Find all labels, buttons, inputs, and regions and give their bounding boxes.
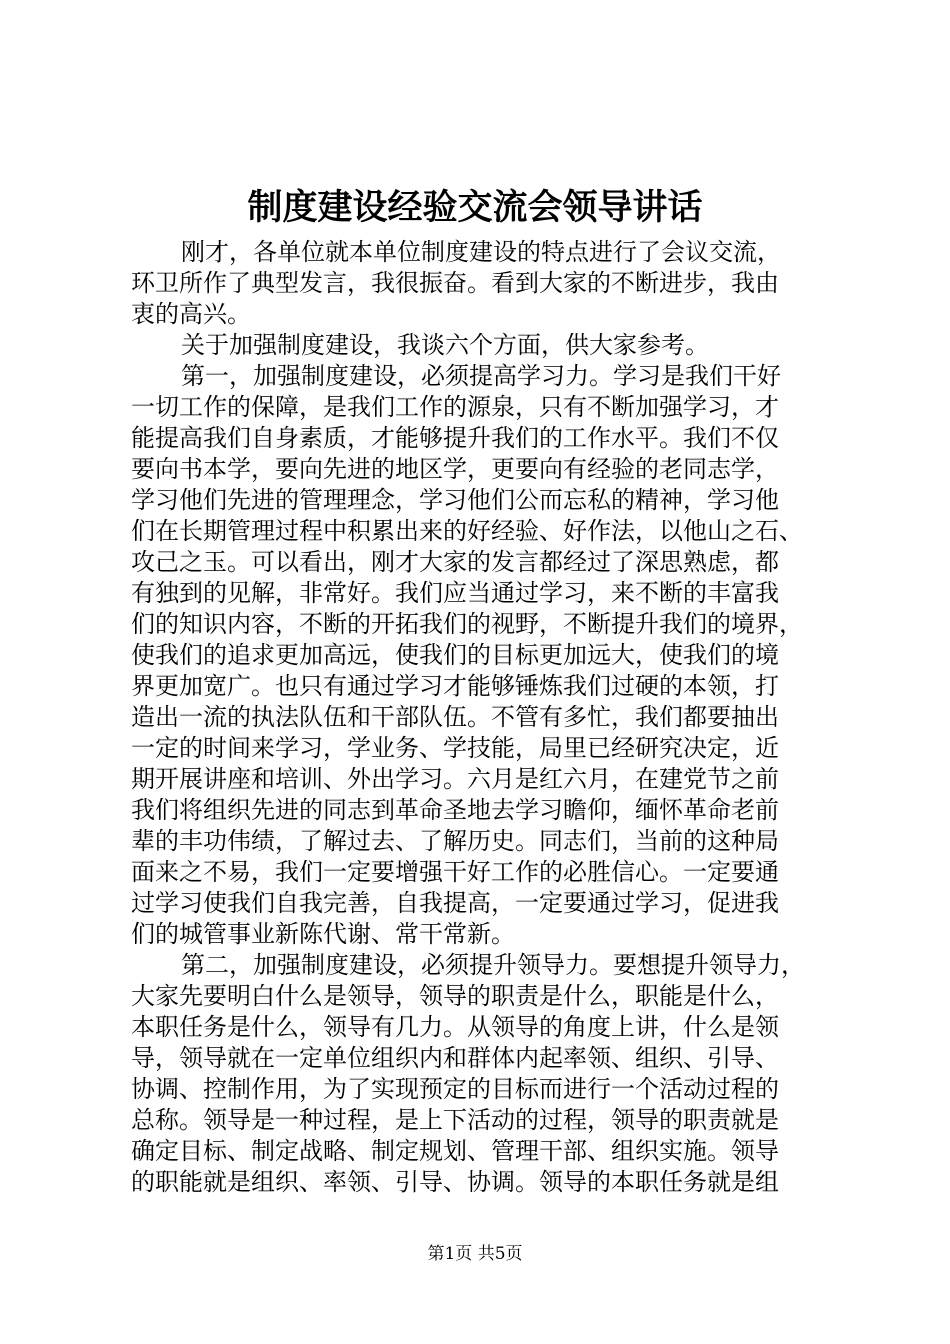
body-line: 第二，加强制度建设，必须提升领导力。要想提升领导力， — [181, 951, 805, 979]
body-line: 刚才，各单位就本单位制度建设的特点进行了会议交流， — [181, 238, 781, 266]
body-line: 辈的丰功伟绩，了解过去、了解历史。同志们，当前的这种局 — [131, 827, 779, 855]
body-line: 衷的高兴。 — [131, 300, 251, 328]
body-line: 确定目标、制定战略、制定规划、管理干部、组织实施。领导 — [131, 1137, 779, 1165]
body-line: 一定的时间来学习，学业务、学技能，局里已经研究决定，近 — [131, 734, 779, 762]
body-line: 们的知识内容，不断的开拓我们的视野，不断提升我们的境界， — [131, 610, 803, 638]
body-line: 面来之不易，我们一定要增强干好工作的必胜信心。一定要通 — [131, 858, 779, 886]
body-line: 本职任务是什么，领导有几力。从领导的角度上讲，什么是领 — [131, 1013, 779, 1041]
body-line: 们的城管事业新陈代谢、常干常新。 — [131, 920, 515, 948]
body-line: 造出一流的执法队伍和干部队伍。不管有多忙，我们都要抽出 — [131, 703, 779, 731]
page-footer: 第1页 共5页 — [427, 1244, 523, 1264]
body-line: 一切工作的保障，是我们工作的源泉，只有不断加强学习，才 — [131, 393, 779, 421]
body-line: 期开展讲座和培训、外出学习。六月是红六月，在建党节之前 — [131, 765, 779, 793]
body-line: 协调、控制作用，为了实现预定的目标而进行一个活动过程的 — [131, 1075, 779, 1103]
body-line: 能提高我们自身素质，才能够提升我们的工作水平。我们不仅 — [131, 424, 779, 452]
body-line: 过学习使我们自我完善，自我提高，一定要通过学习，促进我 — [131, 889, 779, 917]
body-line: 总称。领导是一种过程，是上下活动的过程，领导的职责就是 — [131, 1106, 779, 1134]
body-line: 们在长期管理过程中积累出来的好经验、好作法，以他山之石、 — [131, 517, 803, 545]
body-line: 使我们的追求更加高远，使我们的目标更加远大，使我们的境 — [131, 641, 779, 669]
body-line: 大家先要明白什么是领导，领导的职责是什么，职能是什么， — [131, 982, 779, 1010]
body-line: 学习他们先进的管理理念，学习他们公而忘私的精神，学习他 — [131, 486, 779, 514]
body-line: 界更加宽广。也只有通过学习才能够锤炼我们过硬的本领，打 — [131, 672, 779, 700]
body-line: 导，领导就在一定单位组织内和群体内起率领、组织、引导、 — [131, 1044, 779, 1072]
body-line: 有独到的见解，非常好。我们应当通过学习，来不断的丰富我 — [131, 579, 779, 607]
document-title: 制度建设经验交流会领导讲话 — [247, 187, 703, 228]
body-line: 要向书本学，要向先进的地区学，更要向有经验的老同志学， — [131, 455, 779, 483]
body-line: 第一，加强制度建设，必须提高学习力。学习是我们干好 — [181, 362, 781, 390]
document-body — [131, 237, 831, 1198]
body-line: 我们将组织先进的同志到革命圣地去学习瞻仰，缅怀革命老前 — [131, 796, 779, 824]
body-line: 环卫所作了典型发言，我很振奋。看到大家的不断进步，我由 — [131, 269, 779, 297]
body-line: 关于加强制度建设，我谈六个方面，供大家参考。 — [181, 331, 709, 359]
body-line: 攻己之玉。可以看出，刚才大家的发言都经过了深思熟虑，都 — [131, 548, 779, 576]
body-line: 的职能就是组织、率领、引导、协调。领导的本职任务就是组 — [131, 1168, 779, 1196]
